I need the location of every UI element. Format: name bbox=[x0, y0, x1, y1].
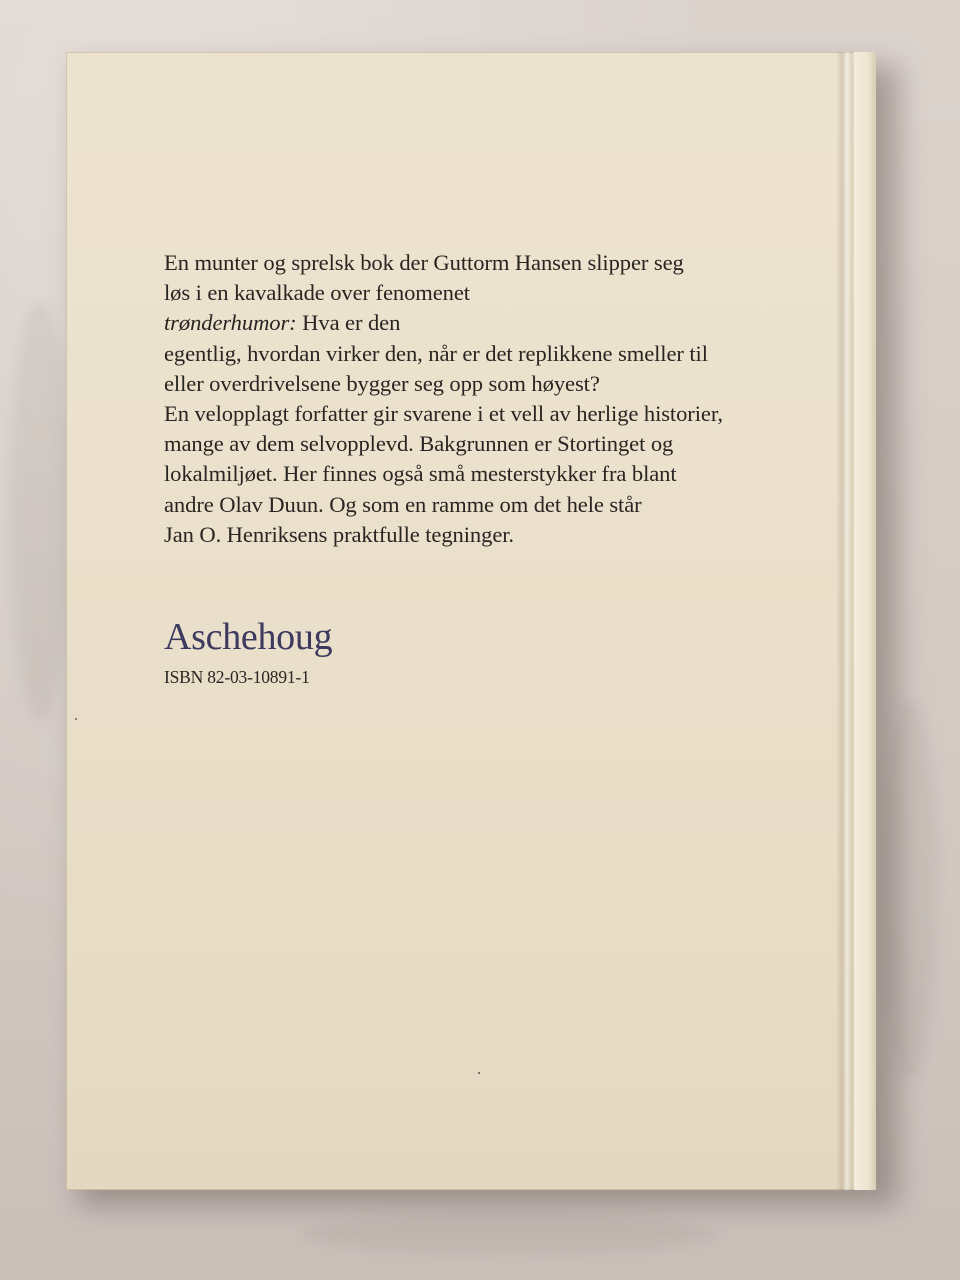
publisher-name: Aschehoug bbox=[164, 616, 333, 658]
blurb-line: egentlig, hvordan virker den, når er det replikkene smeller til bbox=[164, 340, 708, 366]
paper-speck bbox=[478, 1072, 480, 1074]
blurb-line bbox=[164, 308, 784, 338]
book-back-cover bbox=[66, 52, 876, 1190]
blurb-line: eller overdrivelsene bygger seg opp som høyest? bbox=[164, 370, 600, 396]
blurb-line: Jan O. Henriksens praktfulle tegninger. bbox=[164, 521, 514, 547]
blurb-line: lokalmiljøet. Her finnes også små mesterstykker fra blant bbox=[164, 461, 677, 487]
isbn-number: ISBN 82-03-10891-1 bbox=[164, 667, 310, 687]
blurb-line-text: Hva er den bbox=[296, 310, 401, 336]
blurb-line: mange av dem selvopplevd. Bakgrunnen er Stortinget og bbox=[164, 431, 674, 457]
blurb-line-text: løs i en kavalkade over fenomenet bbox=[164, 280, 470, 306]
blurb-line bbox=[164, 278, 784, 308]
back-cover-blurb bbox=[164, 248, 784, 550]
blurb-line: En velopplagt forfatter gir svarene i et vell av herlige historier, bbox=[164, 401, 723, 427]
book-spine-edge bbox=[854, 52, 876, 1190]
fabric-wrinkle bbox=[300, 1215, 720, 1255]
blurb-line: En munter og sprelsk bok der Guttorm Hansen slipper seg bbox=[164, 250, 684, 275]
blurb-line: andre Olav Duun. Og som en ramme om det hele står bbox=[164, 491, 642, 517]
paper-speck bbox=[75, 718, 77, 720]
fabric-wrinkle bbox=[10, 300, 70, 720]
blurb-italic-term: trønderhumor: bbox=[164, 310, 297, 336]
spine-groove bbox=[836, 52, 856, 1190]
